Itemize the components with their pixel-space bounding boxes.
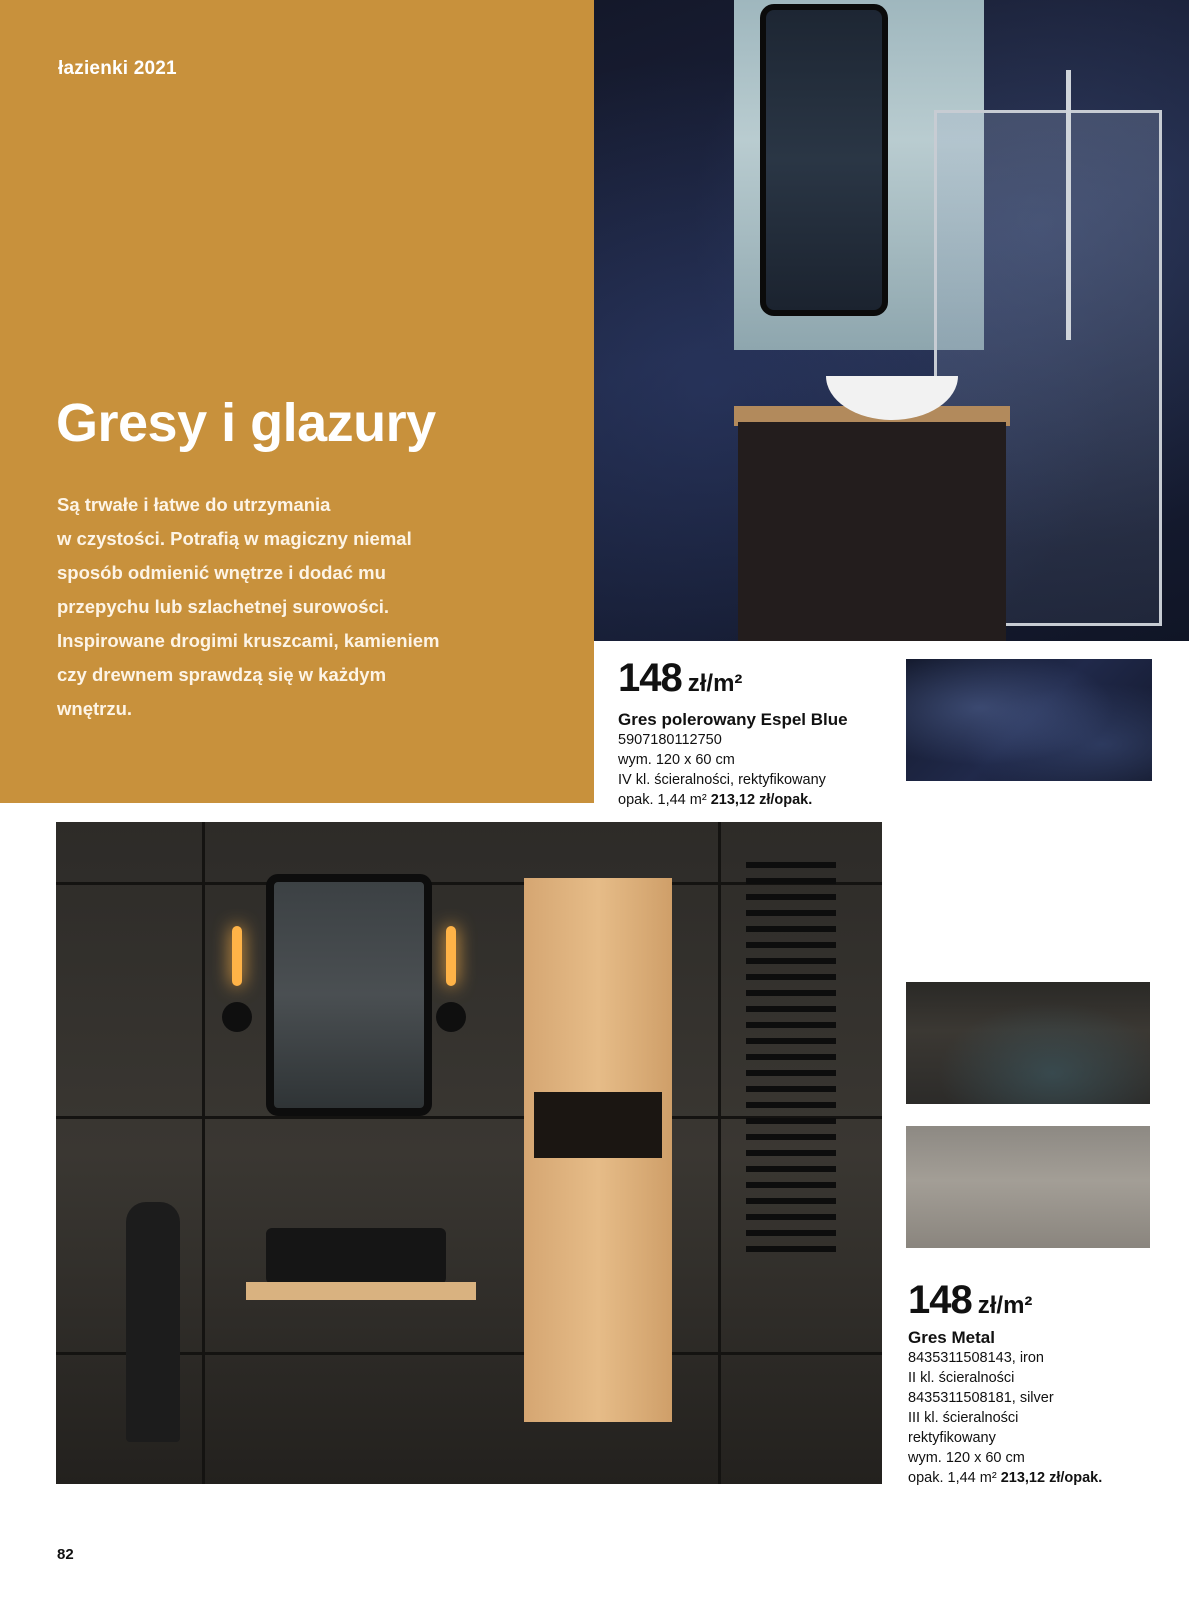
product-dimensions: wym. 120 x 60 cm bbox=[618, 752, 735, 768]
package-price: 213,12 zł/opak. bbox=[1000, 1470, 1103, 1486]
wall-lamp-left bbox=[232, 926, 242, 986]
cabinet-niche bbox=[534, 1092, 662, 1158]
lamp-base bbox=[436, 1002, 466, 1032]
tile-joint bbox=[718, 822, 721, 1484]
page-number: 82 bbox=[57, 1546, 74, 1563]
tile-joint bbox=[202, 822, 205, 1484]
lamp-base bbox=[222, 1002, 252, 1032]
package-label: opak. 1,44 m² bbox=[618, 792, 707, 808]
mirror bbox=[266, 874, 432, 1116]
intro-line: czy drewnem sprawdzą się w każdym bbox=[57, 664, 387, 685]
price-unit: zł/m² bbox=[977, 1292, 1033, 1319]
product-info-espel-blue bbox=[618, 656, 848, 810]
section-label: łazienki 2021 bbox=[58, 58, 177, 79]
product-ean: 5907180112750 bbox=[618, 732, 722, 748]
intro-line: w czystości. Potrafią w magiczny niemal bbox=[57, 528, 412, 549]
product-abrasion-iron: II kl. ścieralności bbox=[908, 1370, 1015, 1386]
product-abrasion: IV kl. ścieralności, rektyfikowany bbox=[618, 772, 826, 788]
page-title: Gresy i glazury bbox=[56, 393, 436, 453]
bathroom-photo-blue bbox=[594, 0, 1189, 641]
intro-line: Inspirowane drogimi kruszcami, kamieniem bbox=[57, 630, 440, 651]
intro-line: Są trwałe i łatwe do utrzymania bbox=[57, 494, 331, 515]
tile-swatch-metal-iron bbox=[906, 982, 1150, 1104]
vanity-cabinet bbox=[738, 422, 1006, 641]
package-price: 213,12 zł/opak. bbox=[710, 792, 813, 808]
towel bbox=[126, 1202, 180, 1442]
bathroom-photo-metal bbox=[56, 822, 882, 1484]
price bbox=[618, 656, 742, 701]
shower-pole bbox=[1066, 70, 1071, 340]
product-ean-silver: 8435311508181, silver bbox=[908, 1390, 1054, 1406]
product-name: Gres Metal bbox=[908, 1328, 995, 1347]
washbasin bbox=[266, 1228, 446, 1284]
product-dimensions: wym. 120 x 60 cm bbox=[908, 1450, 1025, 1466]
product-rectified: rektyfikowany bbox=[908, 1430, 996, 1446]
product-name: Gres polerowany Espel Blue bbox=[618, 710, 848, 729]
intro-line: przepychu lub szlachetnej surowości. bbox=[57, 596, 390, 617]
product-package bbox=[618, 790, 848, 810]
tile-swatch-espel-blue bbox=[906, 659, 1152, 781]
price-value: 148 bbox=[618, 656, 682, 700]
wall-lamp-right bbox=[446, 926, 456, 986]
price-unit: zł/m² bbox=[687, 670, 743, 697]
intro-line: sposób odmienić wnętrze i dodać mu bbox=[57, 562, 386, 583]
intro-panel bbox=[0, 0, 594, 803]
intro-text bbox=[57, 488, 527, 726]
product-info-gres-metal bbox=[908, 1278, 1102, 1488]
towel-radiator bbox=[746, 862, 836, 1262]
product-ean-iron: 8435311508143, iron bbox=[908, 1350, 1044, 1366]
intro-line: wnętrzu. bbox=[57, 698, 133, 719]
mirror bbox=[760, 4, 888, 316]
price-value: 148 bbox=[908, 1278, 972, 1322]
tile-swatch-metal-silver bbox=[906, 1126, 1150, 1248]
package-label: opak. 1,44 m² bbox=[908, 1470, 997, 1486]
product-package bbox=[908, 1468, 1102, 1488]
sink-shelf bbox=[246, 1282, 476, 1300]
product-abrasion-silver: III kl. ścieralności bbox=[908, 1410, 1019, 1426]
price bbox=[908, 1278, 1032, 1323]
